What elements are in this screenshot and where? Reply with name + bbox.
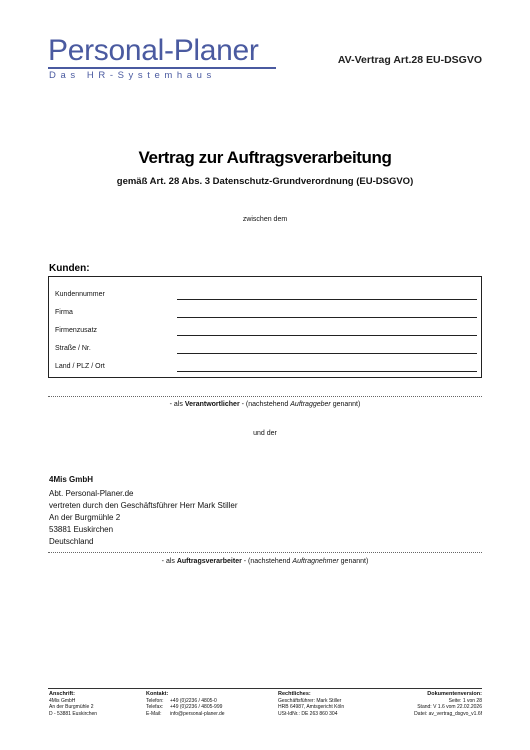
field-input-kundennummer[interactable] bbox=[177, 299, 477, 300]
processor-line: vertreten durch den Geschäftsführer Herr Mark Stiller bbox=[49, 501, 238, 510]
page-title: Vertrag zur Auftragsverarbeitung bbox=[138, 148, 392, 167]
separator bbox=[48, 396, 482, 397]
field-label-firma: Firma bbox=[55, 309, 73, 316]
and-text: und der bbox=[253, 430, 277, 437]
processor-line: 53881 Euskirchen bbox=[49, 525, 114, 534]
processor-line: An der Burgmühle 2 bbox=[49, 513, 121, 522]
field-label-strasse: Straße / Nr. bbox=[55, 345, 91, 352]
footer-divider bbox=[48, 688, 482, 689]
customer-form-box bbox=[48, 276, 482, 378]
processor-line: Abt. Personal-Planer.de bbox=[49, 489, 134, 498]
processor-line: Deutschland bbox=[49, 537, 94, 546]
footer-version: Dokumentenversion: Seite: 1 von 28 Stand: V 1.6 vom 22.02.2026 Datei: av_vertrag_dsgvo_v1.6f bbox=[414, 691, 482, 717]
footer-address: Anschrift: 4Mis GmbH An der Burgmühle 2 D - 53881 Euskirchen bbox=[49, 691, 98, 717]
separator bbox=[48, 552, 482, 553]
contact-email-link[interactable]: info@personal-planer.de bbox=[170, 710, 225, 717]
logo-subtitle: Das HR-Systemhaus bbox=[49, 70, 216, 81]
field-input-firmenzusatz[interactable] bbox=[177, 335, 477, 336]
document-code: AV-Vertrag Art.28 EU-DSGVO bbox=[337, 54, 482, 66]
logo-underline bbox=[48, 67, 276, 69]
field-input-strasse[interactable] bbox=[177, 353, 477, 354]
controller-role-text: - als Verantwortlicher - (nachstehend Auftraggeber genannt) bbox=[169, 401, 361, 408]
footer-contact: Kontakt: Telefon: +49 (0)2236 / 4805-0 Telefax: +49 (0)2236 / 4805-999 E-Mail: info@personal-planer.de bbox=[146, 691, 225, 717]
field-input-firma[interactable] bbox=[177, 317, 477, 318]
between-text: zwischen dem bbox=[242, 216, 288, 223]
processor-name: 4Mis GmbH bbox=[49, 475, 94, 484]
field-label-ort: Land / PLZ / Ort bbox=[55, 363, 105, 370]
field-label-firmenzusatz: Firmenzusatz bbox=[55, 327, 98, 334]
field-label-kundennummer: Kundennummer bbox=[55, 291, 105, 298]
footer-legal: Rechtliches: Geschäftsführer: Mark Stiller HRB 64987, Amtsgericht Köln USt-IdNr.: DE 263 860 304 bbox=[278, 691, 345, 717]
company-logo bbox=[48, 34, 288, 84]
field-input-ort[interactable] bbox=[177, 371, 477, 372]
processor-role-text: - als Auftragsverarbeiter - (nachstehend Auftragnehmer genannt) bbox=[161, 558, 369, 565]
customer-section-label: Kunden: bbox=[49, 263, 90, 274]
logo-text: Personal-Planer bbox=[48, 34, 259, 67]
page-subtitle: gemäß Art. 28 Abs. 3 Datenschutz-Grundverordnung (EU-DSGVO) bbox=[116, 176, 414, 187]
